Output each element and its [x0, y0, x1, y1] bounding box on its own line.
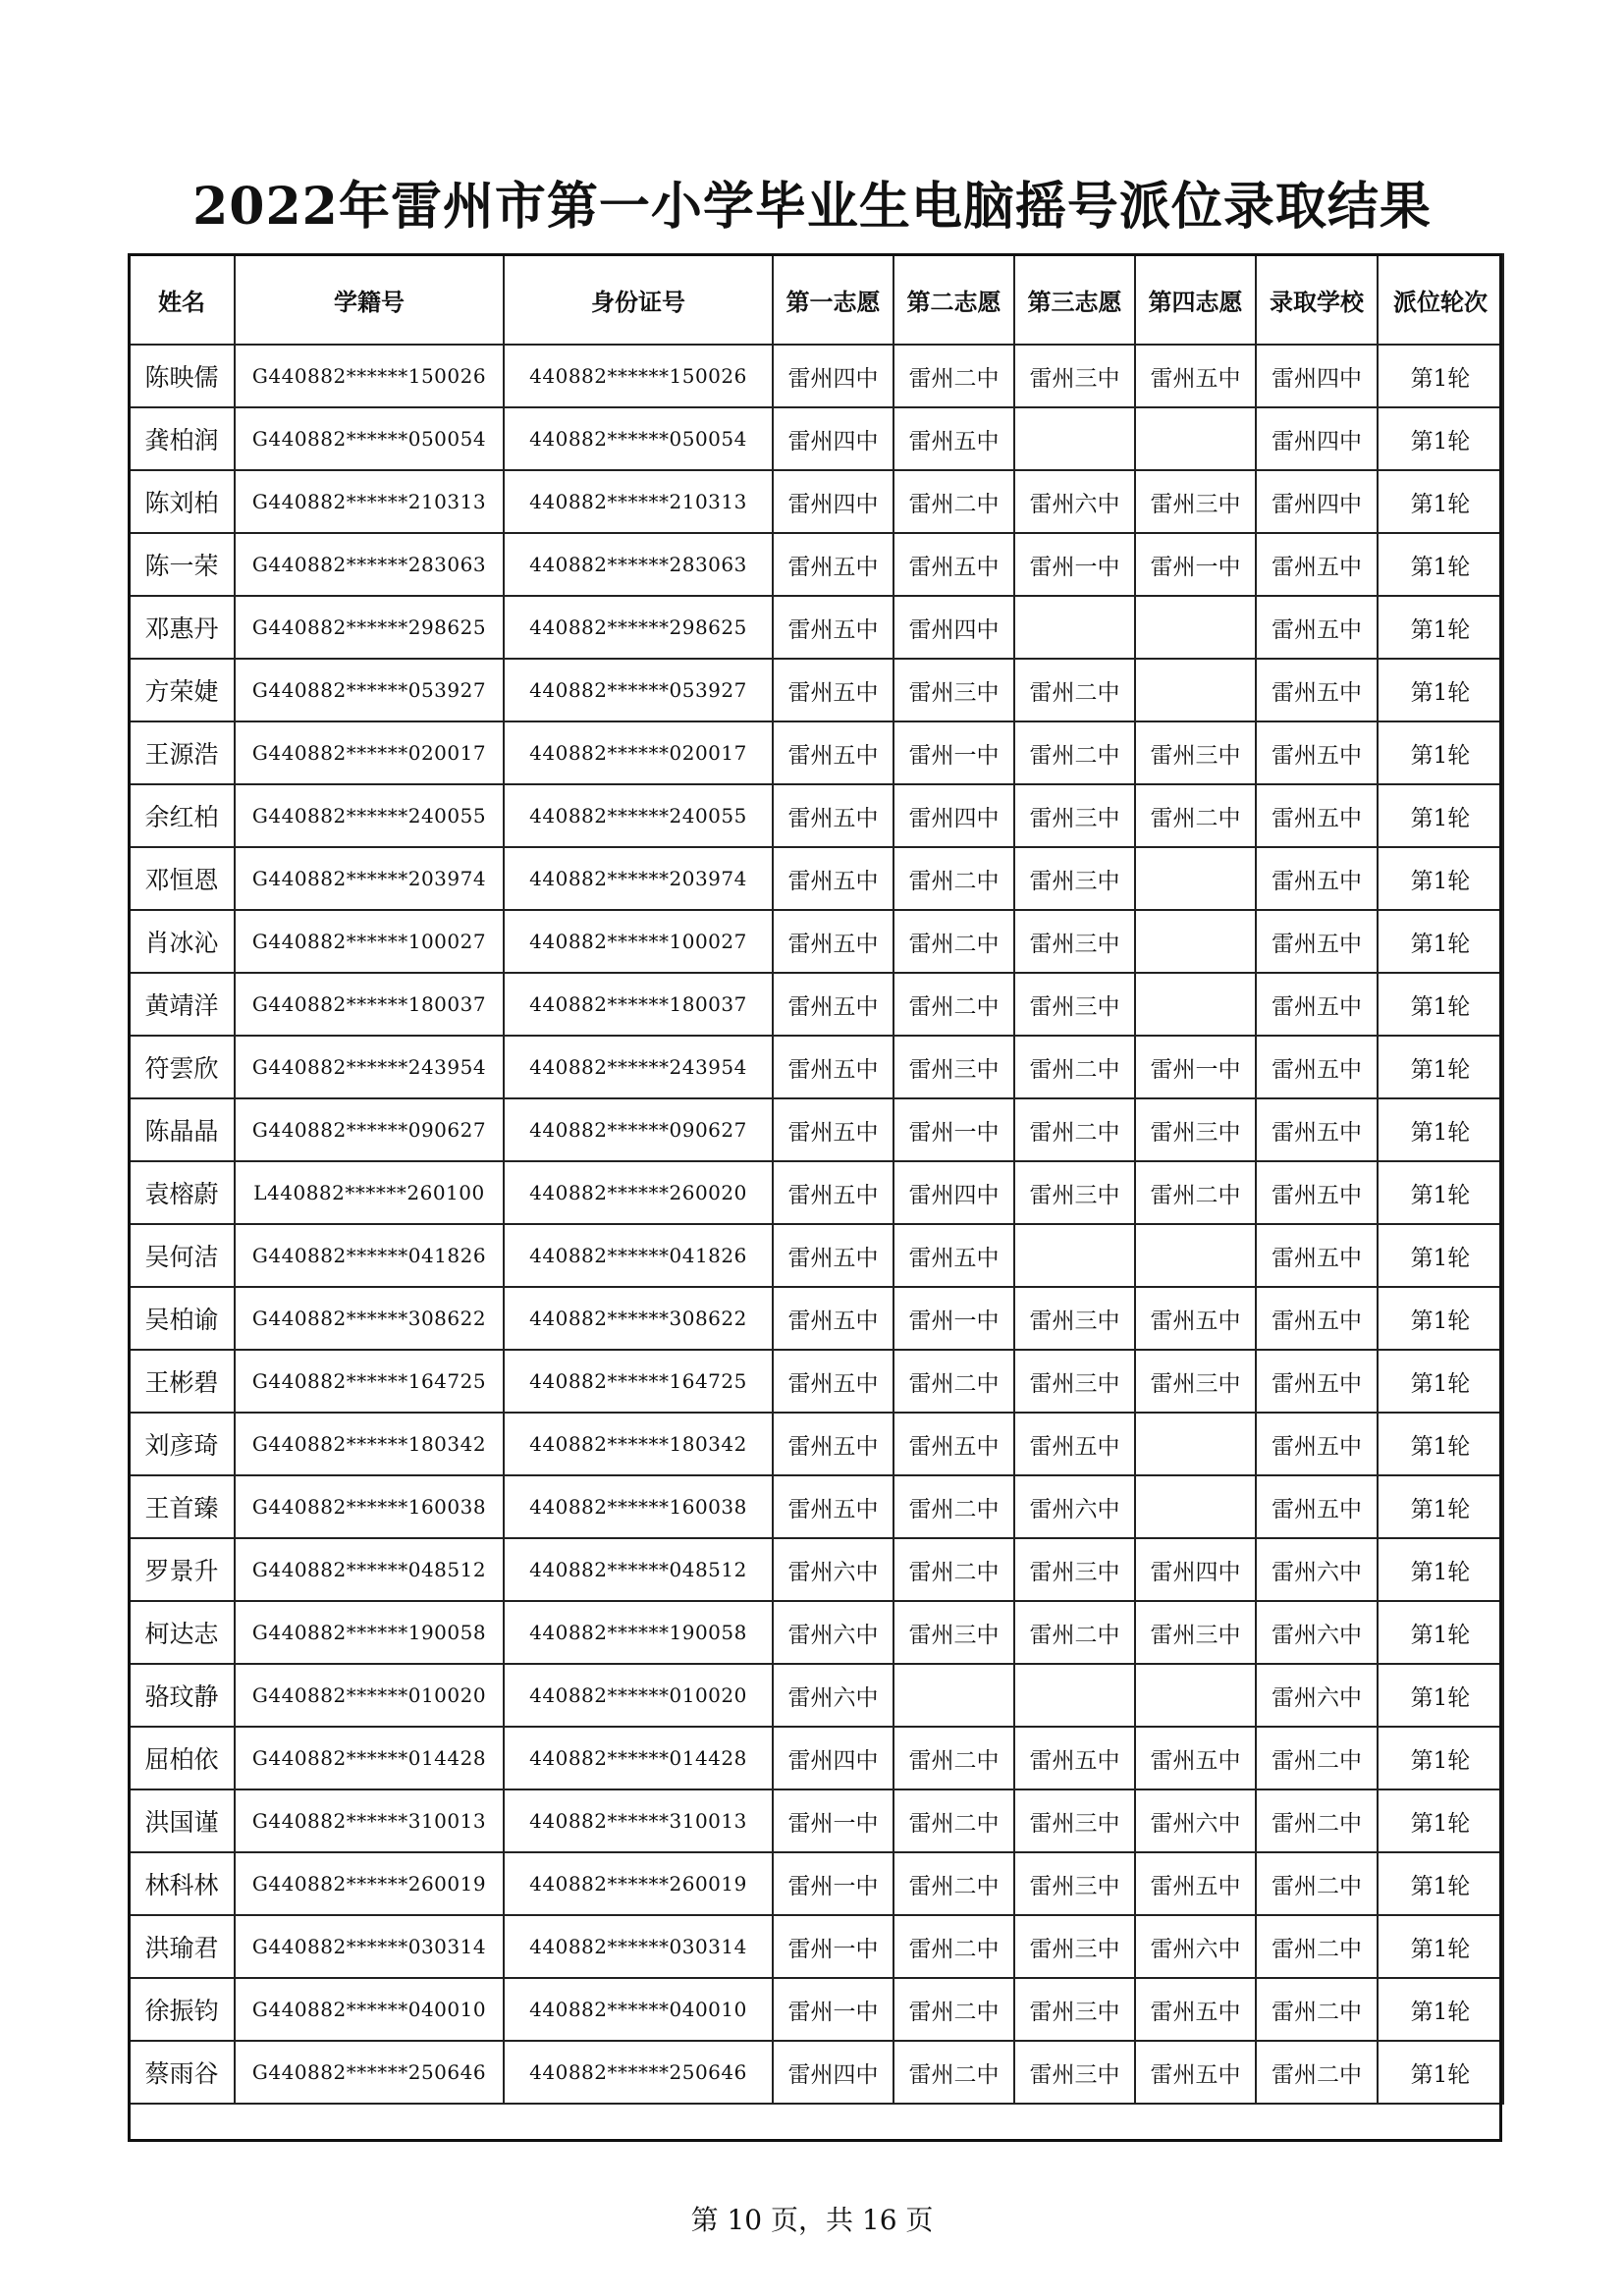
- cell-id-card: 440882******310013: [504, 1789, 773, 1852]
- cell-student-id: G440882******180037: [235, 973, 504, 1036]
- table-row: [129, 1161, 1503, 1224]
- table-row: [129, 1350, 1503, 1413]
- cell-choice-1: 雷州四中: [773, 2041, 893, 2104]
- header-admitted-school: 录取学校: [1256, 254, 1378, 345]
- table-body: [129, 345, 1503, 2104]
- cell-round: 第1轮: [1378, 1601, 1503, 1664]
- cell-choice-4: [1135, 407, 1256, 470]
- cell-name: 陈刘柏: [129, 470, 235, 533]
- cell-choice-1: 雷州五中: [773, 596, 893, 659]
- cell-student-id: G440882******298625: [235, 596, 504, 659]
- cell-round: 第1轮: [1378, 1161, 1503, 1224]
- cell-choice-3: [1014, 1224, 1135, 1287]
- cell-choice-4: 雷州五中: [1135, 1727, 1256, 1789]
- cell-id-card: 440882******190058: [504, 1601, 773, 1664]
- cell-choice-1: 雷州一中: [773, 1852, 893, 1915]
- cell-student-id: G440882******310013: [235, 1789, 504, 1852]
- cell-id-card: 440882******298625: [504, 596, 773, 659]
- cell-choice-1: 雷州一中: [773, 1978, 893, 2041]
- cell-round: 第1轮: [1378, 659, 1503, 721]
- cell-choice-4: 雷州三中: [1135, 721, 1256, 784]
- cell-admitted-school: 雷州四中: [1256, 345, 1378, 407]
- cell-choice-2: 雷州五中: [893, 1224, 1014, 1287]
- cell-id-card: 440882******283063: [504, 533, 773, 596]
- cell-student-id: G440882******240055: [235, 784, 504, 847]
- cell-choice-3: 雷州二中: [1014, 1098, 1135, 1161]
- cell-student-id: G440882******053927: [235, 659, 504, 721]
- cell-id-card: 440882******040010: [504, 1978, 773, 2041]
- cell-choice-1: 雷州五中: [773, 910, 893, 973]
- cell-name: 吴柏谕: [129, 1287, 235, 1350]
- table-row: [129, 470, 1503, 533]
- header-choice-4: 第四志愿: [1135, 254, 1256, 345]
- cell-id-card: 440882******020017: [504, 721, 773, 784]
- cell-round: 第1轮: [1378, 1098, 1503, 1161]
- cell-choice-4: 雷州三中: [1135, 1098, 1256, 1161]
- cell-student-id: G440882******180342: [235, 1413, 504, 1475]
- cell-choice-1: 雷州五中: [773, 1098, 893, 1161]
- cell-round: 第1轮: [1378, 1852, 1503, 1915]
- cell-choice-1: 雷州五中: [773, 1413, 893, 1475]
- page-title: 2022年雷州市第一小学毕业生电脑摇号派位录取结果: [192, 177, 1432, 237]
- table-row: [129, 1601, 1503, 1664]
- cell-choice-2: 雷州二中: [893, 1538, 1014, 1601]
- cell-choice-2: 雷州一中: [893, 1287, 1014, 1350]
- cell-student-id: G440882******250646: [235, 2041, 504, 2104]
- cell-admitted-school: 雷州二中: [1256, 1789, 1378, 1852]
- table-row: [129, 1727, 1503, 1789]
- cell-choice-3: 雷州三中: [1014, 847, 1135, 910]
- cell-student-id: G440882******308622: [235, 1287, 504, 1350]
- cell-choice-2: [893, 1664, 1014, 1727]
- cell-name: 柯达志: [129, 1601, 235, 1664]
- cell-round: 第1轮: [1378, 1978, 1503, 2041]
- cell-admitted-school: 雷州五中: [1256, 1036, 1378, 1098]
- cell-round: 第1轮: [1378, 1287, 1503, 1350]
- cell-admitted-school: 雷州五中: [1256, 596, 1378, 659]
- cell-round: 第1轮: [1378, 2041, 1503, 2104]
- cell-choice-3: 雷州五中: [1014, 1413, 1135, 1475]
- cell-choice-1: 雷州五中: [773, 784, 893, 847]
- cell-choice-4: [1135, 973, 1256, 1036]
- cell-choice-3: 雷州三中: [1014, 1350, 1135, 1413]
- cell-student-id: G440882******283063: [235, 533, 504, 596]
- cell-name: 陈晶晶: [129, 1098, 235, 1161]
- cell-choice-2: 雷州二中: [893, 1475, 1014, 1538]
- cell-round: 第1轮: [1378, 596, 1503, 659]
- cell-id-card: 440882******150026: [504, 345, 773, 407]
- cell-name: 屈柏依: [129, 1727, 235, 1789]
- cell-id-card: 440882******180342: [504, 1413, 773, 1475]
- cell-choice-2: 雷州二中: [893, 345, 1014, 407]
- cell-choice-1: 雷州六中: [773, 1538, 893, 1601]
- header-name: 姓名: [129, 254, 235, 345]
- cell-name: 林科林: [129, 1852, 235, 1915]
- cell-choice-4: 雷州五中: [1135, 1978, 1256, 2041]
- cell-student-id: G440882******090627: [235, 1098, 504, 1161]
- cell-round: 第1轮: [1378, 533, 1503, 596]
- cell-admitted-school: 雷州五中: [1256, 1224, 1378, 1287]
- cell-choice-3: [1014, 1664, 1135, 1727]
- cell-choice-3: 雷州二中: [1014, 659, 1135, 721]
- header-choice-2: 第二志愿: [893, 254, 1014, 345]
- cell-choice-4: [1135, 1475, 1256, 1538]
- cell-id-card: 440882******100027: [504, 910, 773, 973]
- cell-admitted-school: 雷州五中: [1256, 721, 1378, 784]
- cell-round: 第1轮: [1378, 1413, 1503, 1475]
- table-row: [129, 1789, 1503, 1852]
- cell-student-id: G440882******150026: [235, 345, 504, 407]
- cell-choice-3: 雷州三中: [1014, 345, 1135, 407]
- cell-choice-3: 雷州二中: [1014, 721, 1135, 784]
- cell-choice-2: 雷州一中: [893, 721, 1014, 784]
- cell-choice-4: [1135, 847, 1256, 910]
- cell-admitted-school: 雷州四中: [1256, 470, 1378, 533]
- cell-admitted-school: 雷州四中: [1256, 407, 1378, 470]
- table-row: [129, 1915, 1503, 1978]
- cell-id-card: 440882******308622: [504, 1287, 773, 1350]
- table-row: [129, 847, 1503, 910]
- cell-name: 罗景升: [129, 1538, 235, 1601]
- cell-student-id: G440882******100027: [235, 910, 504, 973]
- cell-name: 龚柏润: [129, 407, 235, 470]
- table-row: [129, 596, 1503, 659]
- cell-id-card: 440882******053927: [504, 659, 773, 721]
- cell-choice-1: 雷州五中: [773, 847, 893, 910]
- cell-name: 刘彦琦: [129, 1413, 235, 1475]
- cell-name: 洪瑜君: [129, 1915, 235, 1978]
- cell-student-id: G440882******190058: [235, 1601, 504, 1664]
- cell-choice-4: [1135, 659, 1256, 721]
- page-footer: 第 10 页，共 16 页: [690, 2204, 934, 2236]
- cell-choice-3: 雷州三中: [1014, 910, 1135, 973]
- table-row: [129, 345, 1503, 407]
- cell-id-card: 440882******180037: [504, 973, 773, 1036]
- table-row: [129, 1475, 1503, 1538]
- cell-choice-1: 雷州四中: [773, 345, 893, 407]
- cell-admitted-school: 雷州五中: [1256, 533, 1378, 596]
- cell-round: 第1轮: [1378, 1224, 1503, 1287]
- cell-round: 第1轮: [1378, 470, 1503, 533]
- cell-admitted-school: 雷州六中: [1256, 1601, 1378, 1664]
- header-round: 派位轮次: [1378, 254, 1503, 345]
- cell-choice-4: [1135, 596, 1256, 659]
- cell-choice-2: 雷州四中: [893, 1161, 1014, 1224]
- cell-name: 王彬碧: [129, 1350, 235, 1413]
- cell-choice-2: 雷州三中: [893, 1036, 1014, 1098]
- table-row: [129, 659, 1503, 721]
- cell-student-id: G440882******014428: [235, 1727, 504, 1789]
- cell-id-card: 440882******030314: [504, 1915, 773, 1978]
- cell-choice-2: 雷州五中: [893, 407, 1014, 470]
- cell-admitted-school: 雷州五中: [1256, 973, 1378, 1036]
- cell-admitted-school: 雷州五中: [1256, 1350, 1378, 1413]
- cell-choice-2: 雷州二中: [893, 1978, 1014, 2041]
- cell-choice-4: 雷州五中: [1135, 1287, 1256, 1350]
- cell-choice-3: 雷州一中: [1014, 533, 1135, 596]
- cell-choice-2: 雷州一中: [893, 1098, 1014, 1161]
- cell-name: 王首臻: [129, 1475, 235, 1538]
- cell-choice-4: 雷州六中: [1135, 1915, 1256, 1978]
- cell-round: 第1轮: [1378, 1036, 1503, 1098]
- cell-student-id: G440882******030314: [235, 1915, 504, 1978]
- cell-choice-1: 雷州六中: [773, 1601, 893, 1664]
- cell-choice-4: 雷州一中: [1135, 1036, 1256, 1098]
- cell-id-card: 440882******010020: [504, 1664, 773, 1727]
- cell-round: 第1轮: [1378, 1350, 1503, 1413]
- cell-choice-3: 雷州三中: [1014, 973, 1135, 1036]
- cell-id-card: 440882******210313: [504, 470, 773, 533]
- cell-id-card: 440882******250646: [504, 2041, 773, 2104]
- cell-choice-1: 雷州四中: [773, 407, 893, 470]
- cell-name: 骆玟静: [129, 1664, 235, 1727]
- header-id-card: 身份证号: [504, 254, 773, 345]
- cell-name: 邓惠丹: [129, 596, 235, 659]
- cell-name: 吴何洁: [129, 1224, 235, 1287]
- cell-student-id: G440882******243954: [235, 1036, 504, 1098]
- cell-choice-2: 雷州五中: [893, 533, 1014, 596]
- cell-student-id: G440882******020017: [235, 721, 504, 784]
- cell-name: 徐振钧: [129, 1978, 235, 2041]
- cell-choice-2: 雷州二中: [893, 910, 1014, 973]
- table-row: [129, 1664, 1503, 1727]
- cell-admitted-school: 雷州五中: [1256, 1475, 1378, 1538]
- cell-student-id: G440882******210313: [235, 470, 504, 533]
- cell-student-id: G440882******260019: [235, 1852, 504, 1915]
- cell-choice-2: 雷州二中: [893, 1727, 1014, 1789]
- cell-choice-4: 雷州四中: [1135, 1538, 1256, 1601]
- cell-admitted-school: 雷州二中: [1256, 1915, 1378, 1978]
- table-row: [129, 1978, 1503, 2041]
- cell-choice-2: 雷州四中: [893, 596, 1014, 659]
- table-row: [129, 533, 1503, 596]
- table-row: [129, 1852, 1503, 1915]
- cell-name: 陈一荣: [129, 533, 235, 596]
- cell-choice-1: 雷州五中: [773, 1161, 893, 1224]
- cell-round: 第1轮: [1378, 407, 1503, 470]
- cell-choice-1: 雷州五中: [773, 659, 893, 721]
- cell-choice-4: 雷州五中: [1135, 2041, 1256, 2104]
- cell-student-id: G440882******040010: [235, 1978, 504, 2041]
- cell-choice-3: 雷州三中: [1014, 1161, 1135, 1224]
- cell-choice-3: 雷州三中: [1014, 1789, 1135, 1852]
- header-choice-3: 第三志愿: [1014, 254, 1135, 345]
- cell-choice-1: 雷州五中: [773, 1224, 893, 1287]
- cell-round: 第1轮: [1378, 1664, 1503, 1727]
- cell-choice-2: 雷州二中: [893, 1789, 1014, 1852]
- cell-choice-3: 雷州三中: [1014, 2041, 1135, 2104]
- cell-id-card: 440882******041826: [504, 1224, 773, 1287]
- cell-choice-2: 雷州二中: [893, 847, 1014, 910]
- cell-admitted-school: 雷州五中: [1256, 784, 1378, 847]
- cell-choice-2: 雷州五中: [893, 1413, 1014, 1475]
- cell-admitted-school: 雷州五中: [1256, 847, 1378, 910]
- table-header-row: [129, 254, 1503, 345]
- cell-id-card: 440882******014428: [504, 1727, 773, 1789]
- cell-choice-3: 雷州三中: [1014, 784, 1135, 847]
- cell-choice-3: 雷州六中: [1014, 470, 1135, 533]
- cell-admitted-school: 雷州五中: [1256, 1161, 1378, 1224]
- cell-id-card: 440882******048512: [504, 1538, 773, 1601]
- cell-choice-2: 雷州二中: [893, 2041, 1014, 2104]
- cell-choice-1: 雷州六中: [773, 1664, 893, 1727]
- table-row: [129, 910, 1503, 973]
- cell-id-card: 440882******260020: [504, 1161, 773, 1224]
- cell-choice-3: 雷州二中: [1014, 1601, 1135, 1664]
- cell-admitted-school: 雷州六中: [1256, 1664, 1378, 1727]
- header-choice-1: 第一志愿: [773, 254, 893, 345]
- cell-name: 肖冰沁: [129, 910, 235, 973]
- cell-round: 第1轮: [1378, 1789, 1503, 1852]
- table-row: [129, 1036, 1503, 1098]
- cell-choice-3: 雷州六中: [1014, 1475, 1135, 1538]
- cell-choice-4: [1135, 1413, 1256, 1475]
- cell-choice-2: 雷州二中: [893, 1852, 1014, 1915]
- cell-choice-3: [1014, 596, 1135, 659]
- cell-choice-1: 雷州五中: [773, 1350, 893, 1413]
- cell-choice-1: 雷州五中: [773, 533, 893, 596]
- cell-id-card: 440882******240055: [504, 784, 773, 847]
- table-row: [129, 407, 1503, 470]
- cell-choice-2: 雷州二中: [893, 973, 1014, 1036]
- cell-choice-1: 雷州五中: [773, 1475, 893, 1538]
- cell-name: 邓恒恩: [129, 847, 235, 910]
- cell-choice-1: 雷州四中: [773, 470, 893, 533]
- cell-name: 洪国谨: [129, 1789, 235, 1852]
- cell-choice-1: 雷州一中: [773, 1915, 893, 1978]
- cell-student-id: G440882******050054: [235, 407, 504, 470]
- header-student-id: 学籍号: [235, 254, 504, 345]
- cell-choice-1: 雷州五中: [773, 1287, 893, 1350]
- cell-round: 第1轮: [1378, 910, 1503, 973]
- cell-student-id: G440882******041826: [235, 1224, 504, 1287]
- cell-name: 袁榕蔚: [129, 1161, 235, 1224]
- cell-choice-4: [1135, 910, 1256, 973]
- cell-id-card: 440882******090627: [504, 1098, 773, 1161]
- cell-choice-3: 雷州三中: [1014, 1852, 1135, 1915]
- cell-round: 第1轮: [1378, 847, 1503, 910]
- cell-admitted-school: 雷州二中: [1256, 1852, 1378, 1915]
- cell-id-card: 440882******243954: [504, 1036, 773, 1098]
- cell-choice-4: [1135, 1664, 1256, 1727]
- cell-choice-4: 雷州三中: [1135, 1601, 1256, 1664]
- cell-choice-1: 雷州五中: [773, 721, 893, 784]
- cell-admitted-school: 雷州六中: [1256, 1538, 1378, 1601]
- cell-choice-4: 雷州五中: [1135, 1852, 1256, 1915]
- table-row: [129, 721, 1503, 784]
- cell-admitted-school: 雷州二中: [1256, 2041, 1378, 2104]
- cell-choice-3: [1014, 407, 1135, 470]
- cell-choice-3: 雷州二中: [1014, 1036, 1135, 1098]
- cell-round: 第1轮: [1378, 1727, 1503, 1789]
- cell-student-id: G440882******164725: [235, 1350, 504, 1413]
- table-row: [129, 973, 1503, 1036]
- cell-name: 方荣婕: [129, 659, 235, 721]
- table-row: [129, 2041, 1503, 2104]
- cell-admitted-school: 雷州五中: [1256, 1287, 1378, 1350]
- cell-choice-2: 雷州四中: [893, 784, 1014, 847]
- cell-choice-3: 雷州三中: [1014, 1915, 1135, 1978]
- cell-student-id: L440882******260100: [235, 1161, 504, 1224]
- cell-round: 第1轮: [1378, 345, 1503, 407]
- table-row: [129, 1224, 1503, 1287]
- cell-id-card: 440882******203974: [504, 847, 773, 910]
- cell-choice-4: [1135, 1224, 1256, 1287]
- table-row: [129, 1287, 1503, 1350]
- cell-choice-4: 雷州二中: [1135, 784, 1256, 847]
- cell-choice-1: 雷州四中: [773, 1727, 893, 1789]
- cell-name: 符雲欣: [129, 1036, 235, 1098]
- cell-admitted-school: 雷州二中: [1256, 1727, 1378, 1789]
- cell-round: 第1轮: [1378, 1538, 1503, 1601]
- cell-name: 余红柏: [129, 784, 235, 847]
- cell-choice-2: 雷州三中: [893, 659, 1014, 721]
- cell-admitted-school: 雷州二中: [1256, 1978, 1378, 2041]
- cell-choice-1: 雷州一中: [773, 1789, 893, 1852]
- table-row: [129, 1413, 1503, 1475]
- cell-round: 第1轮: [1378, 1475, 1503, 1538]
- cell-round: 第1轮: [1378, 721, 1503, 784]
- cell-name: 黄靖洋: [129, 973, 235, 1036]
- cell-round: 第1轮: [1378, 1915, 1503, 1978]
- cell-choice-4: 雷州六中: [1135, 1789, 1256, 1852]
- cell-choice-4: 雷州三中: [1135, 1350, 1256, 1413]
- table-row: [129, 1098, 1503, 1161]
- cell-choice-3: 雷州三中: [1014, 1978, 1135, 2041]
- cell-student-id: G440882******160038: [235, 1475, 504, 1538]
- cell-choice-4: 雷州二中: [1135, 1161, 1256, 1224]
- table-row: [129, 1538, 1503, 1601]
- admission-results-table: [128, 253, 1504, 2105]
- cell-choice-2: 雷州二中: [893, 1915, 1014, 1978]
- cell-student-id: G440882******010020: [235, 1664, 504, 1727]
- cell-choice-4: 雷州三中: [1135, 470, 1256, 533]
- cell-admitted-school: 雷州五中: [1256, 1413, 1378, 1475]
- cell-id-card: 440882******260019: [504, 1852, 773, 1915]
- cell-id-card: 440882******050054: [504, 407, 773, 470]
- cell-choice-3: 雷州五中: [1014, 1727, 1135, 1789]
- cell-id-card: 440882******164725: [504, 1350, 773, 1413]
- cell-choice-1: 雷州五中: [773, 1036, 893, 1098]
- cell-choice-2: 雷州二中: [893, 1350, 1014, 1413]
- cell-admitted-school: 雷州五中: [1256, 659, 1378, 721]
- cell-round: 第1轮: [1378, 973, 1503, 1036]
- cell-name: 王源浩: [129, 721, 235, 784]
- cell-choice-4: 雷州五中: [1135, 345, 1256, 407]
- cell-choice-3: 雷州三中: [1014, 1538, 1135, 1601]
- cell-choice-2: 雷州二中: [893, 470, 1014, 533]
- cell-name: 蔡雨谷: [129, 2041, 235, 2104]
- cell-admitted-school: 雷州五中: [1256, 910, 1378, 973]
- cell-choice-3: 雷州三中: [1014, 1287, 1135, 1350]
- table-row: [129, 784, 1503, 847]
- cell-round: 第1轮: [1378, 784, 1503, 847]
- cell-choice-2: 雷州三中: [893, 1601, 1014, 1664]
- cell-student-id: G440882******048512: [235, 1538, 504, 1601]
- cell-choice-1: 雷州五中: [773, 973, 893, 1036]
- cell-student-id: G440882******203974: [235, 847, 504, 910]
- cell-choice-4: 雷州一中: [1135, 533, 1256, 596]
- cell-name: 陈映儒: [129, 345, 235, 407]
- cell-id-card: 440882******160038: [504, 1475, 773, 1538]
- cell-admitted-school: 雷州五中: [1256, 1098, 1378, 1161]
